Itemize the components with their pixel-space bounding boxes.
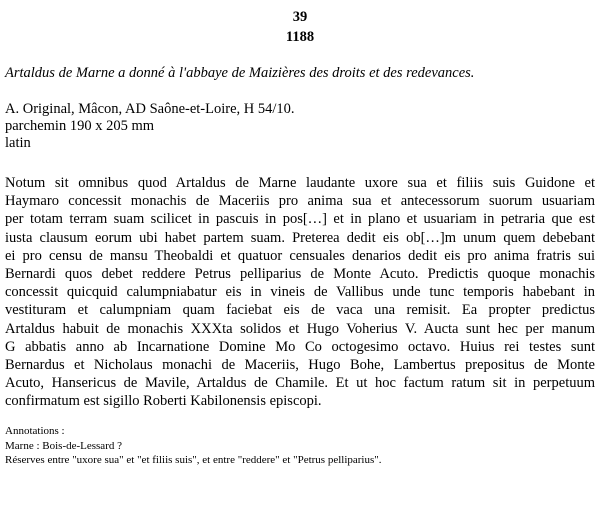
charter-line: per totam terram suam scilicet in pascuis in pos[…] et in plano et usuariam in petraria que est bbox=[5, 211, 595, 228]
source-info bbox=[5, 101, 595, 152]
charter-line: Artaldus habuit de monachis XXXta solidos et Hugo Voherius V. Aucta sunt hec per manum bbox=[5, 320, 595, 337]
charter-line: vestituram et calumpniam quam faciebat eis de vaca una remisit. Ea propter predictus bbox=[5, 302, 595, 319]
charter-line: ei pro censu de mansu Theobaldi et quatuor censuales denarios dedit eis pro anima fratris sui bbox=[5, 247, 595, 264]
source-material: parchemin 190 x 205 mm bbox=[5, 118, 155, 134]
annotations-section bbox=[5, 424, 595, 468]
charter-line: iusta clausum eorum ubi habet partem suam. Preterea dedit eis ob[…]m unum quem debebant bbox=[5, 229, 595, 246]
charter-line: Haymaro concessit monachis de Maceriis pro anima sua et antecessorum suorum usuariam bbox=[5, 193, 595, 210]
document-year: 1188 bbox=[285, 29, 315, 45]
charter-line: concessit quicquid calumpniabatur eis in vineis de Vallibus unde tunc temporis habebant in bbox=[5, 284, 595, 301]
charter-line: G abbatis anno ab Incarnatione Domine Mo Co octogesimo octavo. Huius rei testes sunt bbox=[5, 338, 595, 355]
document-summary: Artaldus de Marne a donné à l'abbaye de Maizières des droits et des redevances. bbox=[5, 65, 475, 81]
charter-line: Bernardi quos debet reddere Petrus pelliparius de Monte Acuto. Predictis quoque monachis bbox=[5, 266, 595, 283]
charter-line: Acuto, Hansericus de Mavile, Artaldus de Chamile. Et ut hoc factum ratum sit in perpetuum bbox=[5, 375, 595, 392]
document-number: 39 bbox=[292, 9, 308, 25]
annotation-item: Marne : Bois-de-Lessard ? bbox=[5, 439, 122, 452]
charter-text bbox=[5, 174, 595, 411]
annotation-item: Réserves entre "uxore sua" et "et filiis suis", et entre "reddere" et "Petrus pelliparius". bbox=[5, 454, 382, 466]
charter-line: confirmatum est sigillo Roberti Kabilonensis episcopi. bbox=[5, 393, 322, 410]
charter-line: Notum sit omnibus quod Artaldus de Marne laudante uxore sua et filiis suis Guidone et bbox=[5, 175, 595, 191]
source-language: latin bbox=[5, 135, 31, 151]
annotations-heading: Annotations : bbox=[5, 425, 65, 437]
charter-line: Bernardus et Nicholaus monachi de Maceriis, Hugo Bohe, Lambertus prepositus de Monte bbox=[5, 357, 595, 374]
source-original: A. Original, Mâcon, AD Saône-et-Loire, H 54/10. bbox=[5, 101, 295, 117]
